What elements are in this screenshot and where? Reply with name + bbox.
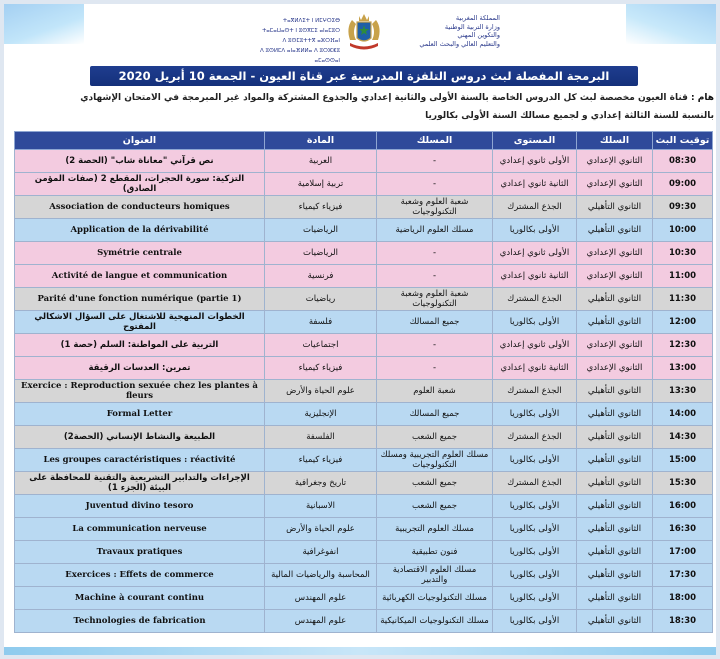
subject-cell: علوم المهندس [265,610,377,633]
cycle-cell: الثانوي الإعدادي [577,242,653,265]
table-row [15,288,713,311]
lesson-title-cell: تمرين: العدسات الرقيقة [15,357,265,380]
moroccan-coat-of-arms-icon [342,10,386,54]
tifinagh-line: ⵜⴰⴳⵍⴷⵉⵜ ⵏ ⵍⵎⵖⵔⵉⴱ [282,18,340,24]
track-cell: - [377,242,493,265]
tifinagh-line: ⴷ ⵓⵙⵍⵎⴷ ⴰⵏⴰⴼⵍⵍⴰ ⴷ ⵓⵔⵣⵣⵓ ⴰⵎⴰⵙⵙⴰⵏ [259,48,340,64]
table-row [15,219,713,242]
time-cell: 11:00 [653,265,713,288]
cycle-cell: الثانوي التأهيلي [577,380,653,403]
lesson-title-cell: Technologies de fabrication [15,610,265,633]
cycle-cell: الثانوي التأهيلي [577,426,653,449]
track-cell: جميع الشعب [377,495,493,518]
time-cell: 17:30 [653,564,713,587]
cycle-cell: الثانوي الإعدادي [577,334,653,357]
table-row [15,242,713,265]
ministry-line: والتعليم العالي والبحث العلمي [419,39,500,48]
schedule-page [4,4,716,655]
time-cell: 18:00 [653,587,713,610]
cycle-cell: الثانوي التأهيلي [577,449,653,472]
cycle-cell: الثانوي التأهيلي [577,564,653,587]
table-row [15,610,713,633]
lesson-title-cell: Association de conducteurs homiques [15,196,265,219]
lesson-title-cell: Travaux pratiques [15,541,265,564]
level-cell: الأولى ثانوي إعدادي [493,150,577,173]
track-cell: - [377,173,493,196]
table-row [15,472,713,495]
table-header-row [15,132,713,150]
cycle-cell: الثانوي التأهيلي [577,541,653,564]
table-row [15,380,713,403]
table-row [15,426,713,449]
broadcast-schedule-table [14,131,713,633]
level-cell: الأولى بكالوريا [493,403,577,426]
cycle-cell: الثانوي الإعدادي [577,357,653,380]
table-row [15,495,713,518]
time-cell: 10:30 [653,242,713,265]
letterhead [4,4,716,62]
tifinagh-line: ⴷ ⵓⵙⵎⵓⵜⵜⴳ ⴰⵣⵔⴼⴰⵏ [282,38,340,44]
level-cell: الجذع المشترك [493,196,577,219]
track-cell: جميع المسالك [377,403,493,426]
cycle-cell: الثانوي التأهيلي [577,587,653,610]
table-row [15,334,713,357]
time-cell: 14:00 [653,403,713,426]
level-cell: الأولى بكالوريا [493,518,577,541]
track-cell: مسلك العلوم التجريبية ومسلك التكنولوجيات [377,449,493,472]
ministry-line: وزارة التربية الوطنية [444,22,500,31]
cycle-cell: الثانوي التأهيلي [577,288,653,311]
lesson-title-cell: Exercices : Effets de commerce [15,564,265,587]
level-cell: الأولى ثانوي إعدادي [493,242,577,265]
level-cell: الجذع المشترك [493,380,577,403]
lesson-title-cell: Exercice : Reproduction sexuée chez les plantes à fleurs [15,380,265,403]
lesson-title-cell: Parité d'une fonction numérique (partie 1) [15,288,265,311]
cycle-cell: الثانوي التأهيلي [577,495,653,518]
table-row [15,449,713,472]
ministry-line: المملكة المغربية [455,14,500,22]
time-cell: 12:00 [653,311,713,334]
table-row [15,403,713,426]
table-row [15,518,713,541]
table-row [15,196,713,219]
header-time: توقيت البث [653,132,713,150]
level-cell: الأولى بكالوريا [493,311,577,334]
cycle-cell: الثانوي التأهيلي [577,219,653,242]
table-row [15,265,713,288]
lesson-title-cell: التزكية: سورة الحجرات، المقطع 2 (صفات المؤمن الصادق) [15,173,265,196]
lesson-title-cell: Les groupes caractéristiques : réactivité [15,449,265,472]
time-cell: 13:00 [653,357,713,380]
cycle-cell: الثانوي التأهيلي [577,311,653,334]
level-cell: الثانية ثانوي إعدادي [493,265,577,288]
track-cell: مسلك التكنولوجيات الميكانيكية [377,610,493,633]
header-subject: المادة [265,132,377,150]
time-cell: 16:00 [653,495,713,518]
lesson-title-cell: Formal Letter [15,403,265,426]
subject-cell: اجتماعيات [265,334,377,357]
lesson-title-cell: التربية على المواطنة: السلم (حصة 1) [15,334,265,357]
decorative-footer-band [4,647,716,655]
track-cell: مسلك التكنولوجيات الكهربائية [377,587,493,610]
time-cell: 15:30 [653,472,713,495]
cycle-cell: الثانوي التأهيلي [577,403,653,426]
lesson-title-cell: الخطوات المنهجية للاشتغال على السؤال الاشكالي المفتوح [15,311,265,334]
tifinagh-line: ⵜⴰⵎⴰⵡⴰⵙⵜ ⵏ ⵓⵙⴳⵎⵉ ⴰⵏⴰⵎⵓⵔ [262,28,340,34]
track-cell: جميع الشعب [377,426,493,449]
time-cell: 16:30 [653,518,713,541]
lesson-title-cell: Application de la dérivabilité [15,219,265,242]
table-row [15,357,713,380]
track-cell: جميع المسالك [377,311,493,334]
cycle-cell: الثانوي التأهيلي [577,472,653,495]
level-cell: الأولى بكالوريا [493,495,577,518]
track-cell: - [377,357,493,380]
track-cell: - [377,265,493,288]
table-row [15,564,713,587]
subject-cell: الفلسفة [265,426,377,449]
lesson-title-cell: الإجراءات والتدابير التشريعية والتقنية للمحافظة على البيئة (الجزء 1) [15,472,265,495]
subject-cell: فيزياء كيمياء [265,357,377,380]
level-cell: الأولى بكالوريا [493,219,577,242]
table-row [15,541,713,564]
time-cell: 14:30 [653,426,713,449]
note-text-line1: قناة العيون مخصصة لبث كل الدروس الخاصة بالسنة الأولى والثانية إعدادي والجذوع المشتركة والمواد غير المبرمجة في الامتحان الإشهادي [80,93,688,103]
track-cell: مسلك العلوم الاقتصادية والتدبير [377,564,493,587]
level-cell: الجذع المشترك [493,472,577,495]
lesson-title-cell: Activité de langue et communication [15,265,265,288]
subject-cell: علوم المهندس [265,587,377,610]
subject-cell: الرياضيات [265,219,377,242]
level-cell: الأولى ثانوي إعدادي [493,334,577,357]
header-title: العنوان [15,132,265,150]
table-row [15,587,713,610]
tifinagh-ministry-name [240,16,340,66]
time-cell: 09:00 [653,173,713,196]
subject-cell: علوم الحياة والأرض [265,380,377,403]
cycle-cell: الثانوي التأهيلي [577,610,653,633]
table-body [15,150,713,633]
subject-cell: فيزياء كيمياء [265,449,377,472]
time-cell: 15:00 [653,449,713,472]
level-cell: الجذع المشترك [493,288,577,311]
subject-cell: الرياضيات [265,242,377,265]
subject-cell: الإنجليزية [265,403,377,426]
track-cell: جميع الشعب [377,472,493,495]
subject-cell: تاريخ وجغرافية [265,472,377,495]
table-row [15,173,713,196]
track-cell: مسلك العلوم التجريبية [377,518,493,541]
lesson-title-cell: نص قرآني "معاناة شاب" (الحصة 2) [15,150,265,173]
level-cell: الأولى بكالوريا [493,564,577,587]
important-note [54,92,714,104]
subject-cell: العربية [265,150,377,173]
header-level: المستوى [493,132,577,150]
track-cell: شعبة العلوم [377,380,493,403]
subject-cell: المحاسبة والرياضيات المالية [265,564,377,587]
time-cell: 17:00 [653,541,713,564]
track-cell: فنون تطبيقية [377,541,493,564]
table-row [15,311,713,334]
subject-cell: فرنسية [265,265,377,288]
document-title: البرمجة المفصلة لبث دروس التلفزة المدرسية عبر قناة العيون - الجمعة 10 أبريل 2020 [90,66,638,86]
lesson-title-cell: Machine à courant continu [15,587,265,610]
cycle-cell: الثانوي التأهيلي [577,196,653,219]
track-cell: مسلك العلوم الرياضية [377,219,493,242]
cycle-cell: الثانوي الإعدادي [577,265,653,288]
track-cell: شعبة العلوم وشعبة التكنولوجيات [377,288,493,311]
subject-cell: علوم الحياة والأرض [265,518,377,541]
level-cell: الأولى بكالوريا [493,449,577,472]
level-cell: الأولى بكالوريا [493,610,577,633]
time-cell: 13:30 [653,380,713,403]
subject-cell: رياضيات [265,288,377,311]
time-cell: 18:30 [653,610,713,633]
level-cell: الثانية ثانوي إعدادي [493,173,577,196]
ministry-name-arabic [390,14,500,48]
subject-cell: انفوغرافية [265,541,377,564]
lesson-title-cell: Juventud divino tesoro [15,495,265,518]
header-cycle: السلك [577,132,653,150]
time-cell: 09:30 [653,196,713,219]
subject-cell: الاسبانية [265,495,377,518]
note-label: هام : [691,93,714,103]
time-cell: 12:30 [653,334,713,357]
time-cell: 10:00 [653,219,713,242]
ministry-line: والتكوين المهني [457,31,500,39]
lesson-title-cell: La communication nerveuse [15,518,265,541]
time-cell: 11:30 [653,288,713,311]
cycle-cell: الثانوي التأهيلي [577,518,653,541]
time-cell: 08:30 [653,150,713,173]
level-cell: الجذع المشترك [493,426,577,449]
lesson-title-cell: الطبيعة والنشاط الإنساني (الحصة2) [15,426,265,449]
subject-cell: فلسفة [265,311,377,334]
level-cell: الثانية ثانوي إعدادي [493,357,577,380]
level-cell: الأولى بكالوريا [493,587,577,610]
track-cell: شعبة العلوم وشعبة التكنولوجيات [377,196,493,219]
cycle-cell: الثانوي الإعدادي [577,150,653,173]
subject-cell: فيزياء كيمياء [265,196,377,219]
header-track: المسلك [377,132,493,150]
subject-cell: تربية إسلامية [265,173,377,196]
lesson-title-cell: Symétrie centrale [15,242,265,265]
track-cell: - [377,334,493,357]
track-cell: - [377,150,493,173]
cycle-cell: الثانوي الإعدادي [577,173,653,196]
note-text-line2: بالنسبة للسنة الثالثة إعدادي و لجميع مسالك السنة الأولى بكالوريا [425,111,714,121]
table-row [15,150,713,173]
level-cell: الأولى بكالوريا [493,541,577,564]
